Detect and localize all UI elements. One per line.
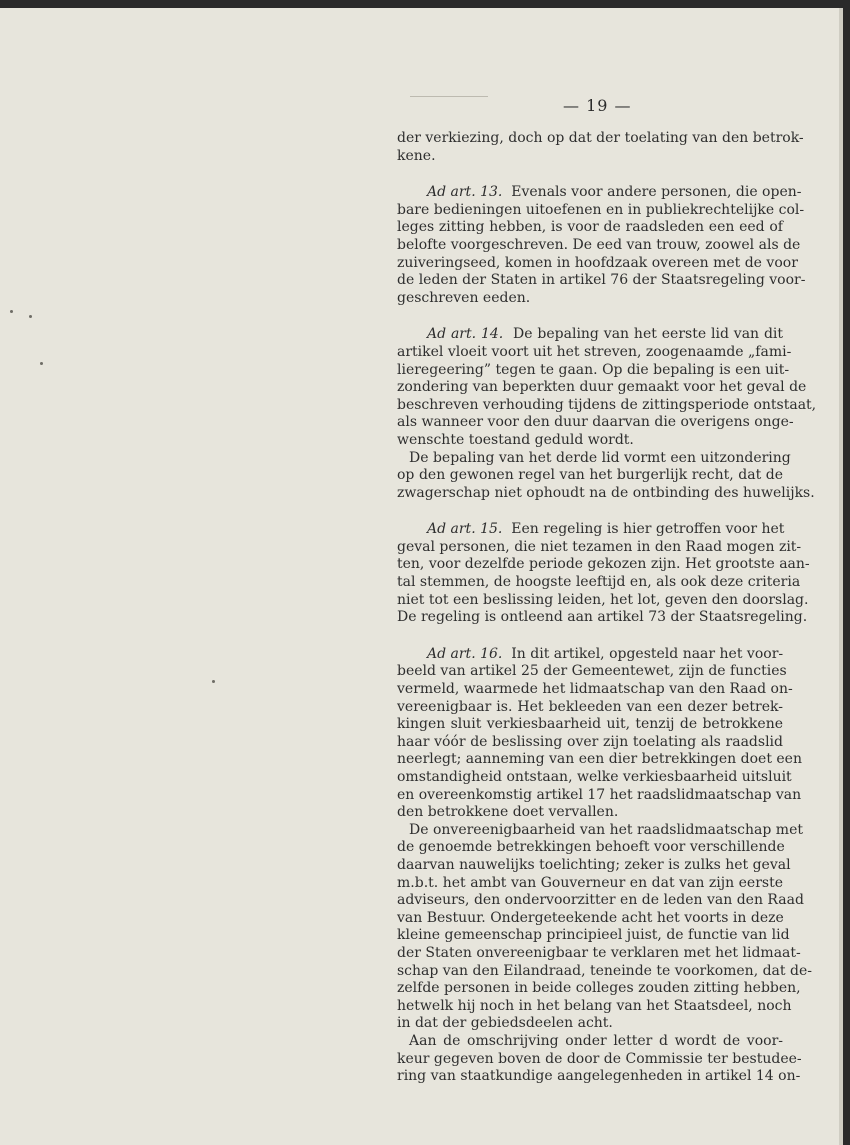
text-line: en overeenkomstig artikel 17 het raadslidmaatschap van: [397, 786, 802, 803]
text-line: zondering van beperkten duur gemaakt voor het geval de: [397, 379, 807, 396]
text-line: zwagerschap niet ophoudt na de ontbinding des huwelijks.: [397, 484, 815, 501]
text-line: Ad art. 13. Evenals voor andere personen, die open-: [427, 184, 802, 201]
article-heading: Ad art. 16.: [427, 645, 503, 662]
text-line: kingen sluit verkiesbaarheid uit, tenzij de betrokkene: [397, 716, 783, 733]
text-line: schap van den Eilandraad, teneinde te voorkomen, dat de-: [397, 962, 812, 979]
text-line: geval personen, die niet tezamen in den Raad mogen zit-: [397, 538, 802, 555]
text-line: kleine gemeenschap principieel juist, de functie van lid: [397, 927, 790, 944]
text-line: vermeld, waarmede het lidmaatschap van den Raad on-: [397, 681, 793, 698]
text-line: Ad art. 15. Een regeling is hier getroffen voor het: [427, 521, 785, 538]
text-line: adviseurs, den ondervoorzitter en de leden van den Raad: [397, 892, 804, 909]
text-line: den betrokkene doet vervallen.: [397, 804, 619, 821]
page-edge: [839, 8, 843, 1145]
text-line: De regeling is ontleend aan artikel 73 der Staatsregeling.: [397, 609, 808, 626]
margin-speck: [40, 362, 43, 365]
text-line: artikel vloeit voort uit het streven, zoogenaamde „fami-: [397, 343, 792, 360]
text-line: de leden der Staten in artikel 76 der Staatsregeling voor-: [397, 272, 806, 289]
header-rule: [410, 96, 488, 97]
text-line: m.b.t. het ambt van Gouverneur en dat van zijn eerste: [397, 874, 783, 891]
text-line: de genoemde betrekkingen behoeft voor verschillende: [397, 839, 785, 856]
text-line: als wanneer voor den duur daarvan die overigens onge-: [397, 414, 794, 431]
text-line: der Staten onvereenigbaar te verklaren met het lidmaat-: [397, 944, 801, 961]
text-line: tal stemmen, de hoogste leeftijd en, als ook deze criteria: [397, 574, 801, 591]
text-line: omstandigheid ontstaan, welke verkiesbaarheid uitsluit: [397, 769, 792, 785]
body-text: [397, 130, 817, 1086]
text-line: vereenigbaar is. Het bekleeden van een dezer betrek-: [397, 698, 783, 715]
text-line: wenschte toestand geduld wordt.: [397, 431, 634, 448]
text-line: van Bestuur. Ondergeteekende acht het voorts in deze: [397, 909, 784, 926]
text-line: De onvereenigbaarheid van het raadslidmaatschap met: [409, 821, 803, 838]
article-heading: Ad art. 13.: [427, 184, 503, 201]
text-line: lieregeering” tegen te gaan. Op die bepaling is een uit-: [397, 361, 790, 378]
margin-speck: [212, 680, 215, 683]
text-line: beschreven verhouding tijdens de zittingsperiode ontstaat,: [397, 396, 817, 413]
document-page: [0, 8, 843, 1145]
article-heading: Ad art. 15.: [427, 521, 503, 538]
page-number: — 19 —: [563, 96, 632, 115]
article-heading: Ad art. 14.: [427, 326, 504, 343]
text-line: zelfde personen in beide colleges zouden zitting hebben,: [397, 980, 801, 997]
text-line: Ad art. 14. De bepaling van het eerste lid van dit: [427, 326, 784, 343]
text-line: bare bedieningen uitoefenen en in publiekrechtelijke col-: [397, 201, 805, 218]
text-line: keur gegeven boven de door de Commissie ter bestudee-: [397, 1050, 802, 1067]
margin-speck: [10, 310, 13, 313]
text-line: De bepaling van het derde lid vormt een uitzondering: [409, 449, 791, 466]
text-line: ten, voor dezelfde periode gekozen zijn. Het grootste aan-: [397, 556, 810, 573]
text-line: geschreven eeden.: [397, 289, 531, 306]
text-line: der verkiezing, doch op dat der toelating van den betrok-: [397, 130, 804, 146]
text-line: zuiveringseed, komen in hoofdzaak overeen met de voor: [397, 254, 798, 271]
text-line: haar vóór de beslissing over zijn toelating als raadslid: [397, 733, 783, 750]
text-line: op den gewonen regel van het burgerlijk recht, dat de: [397, 467, 783, 484]
text-line: Ad art. 16. In dit artikel, opgesteld naar het voor-: [427, 645, 784, 662]
text-line: daarvan nauwelijks toelichting; zeker is zulks het geval: [397, 856, 791, 873]
text-line: leges zitting hebben, is voor de raadsleden een eed of: [397, 219, 783, 236]
text-line: neerlegt; aanneming van een dier betrekkingen doet een: [397, 751, 802, 768]
text-line: Aan de omschrijving onder letter d wordt de voor-: [409, 1032, 783, 1049]
text-line: kene.: [397, 147, 436, 164]
text-line: hetwelk hij noch in het belang van het Staatsdeel, noch: [397, 997, 792, 1014]
text-line: ring van staatkundige aangelegenheden in artikel 14 on-: [397, 1068, 801, 1085]
margin-speck: [29, 315, 32, 318]
text-line: belofte voorgeschreven. De eed van trouw, zoowel als de: [397, 236, 801, 253]
text-line: beeld van artikel 25 der Gemeentewet, zijn de functies: [397, 663, 787, 680]
text-line: niet tot een beslissing leiden, het lot, geven den doorslag.: [397, 591, 809, 608]
text-line: in dat der gebiedsdeelen acht.: [397, 1015, 613, 1032]
